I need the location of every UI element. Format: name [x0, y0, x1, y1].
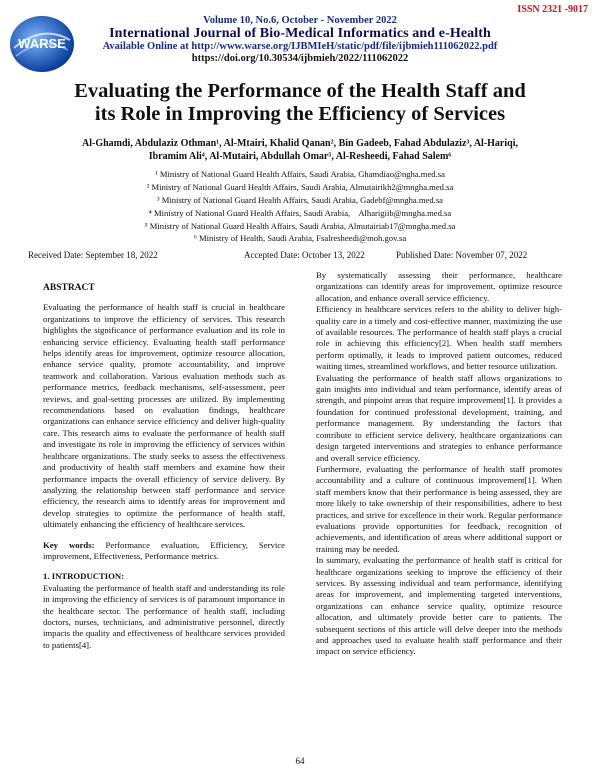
introduction-heading: 1. INTRODUCTION:: [43, 571, 125, 582]
received-date: Received Date: September 18, 2022: [28, 250, 158, 260]
journal-name: International Journal of Bio-Medical Informatics and e-Health: [109, 26, 491, 41]
paragraph: Evaluating the performance of health staff allows organizations to gain insights into individual and team performance, identify areas of strength, and pinpoint areas that require improvement[1]. It provides a foundation for continued professional development, training, and performance management. By understanding the factors that contribute to efficient service delivery, healthcare organizations can design targeted interventions and strategies to enhance performance and overall service efficiency.: [316, 372, 562, 463]
title-line: its Role in Improving the Efficiency of Services: [94, 103, 506, 125]
doi-link[interactable]: https://doi.org/10.30534/ijbmieh/2022/111062022: [191, 53, 409, 64]
paragraph: Efficiency in healthcare services refers to the ability to deliver high-quality care in a timely and cost-effective manner, maximizing the use of available resources. The performance of health staff plays a crucial role in achieving this efficiency[2]. When health staff members perform optimally, it leads to improved patient outcomes, reduced waiting times, streamlined workflows, and better resource utilization.: [316, 304, 562, 372]
page-number: 64: [295, 756, 305, 766]
right-column: [316, 270, 562, 658]
affiliation-2: ² Ministry of National Guard Health Affairs, Saudi Arabia, Almutairikh2@mngha.med.sa: [146, 182, 454, 192]
abstract-text: Evaluating the performance of health staff is crucial in healthcare organizations to improve the efficiency of services. This research highlights the significance of performance evaluation and its role in enhancing service efficiency. Evaluating health staff performance helps identify areas for improvement, optimize resource allocation, enhance service quality, promote accountability, and improve teamwork and collaboration. Various evaluation methods such as performance metrics, feedback mechanisms, self-assessment, peer reviews, and goal-setting processes are utilized. By implementing recommendations based on evaluation findings, healthcare organizations can enhance service efficiency and deliver high-quality care. This research aims to evaluate the performance of health staff and investigate its role in improving the efficiency of services within healthcare organizations. The study seeks to assess the effectiveness and productivity of health staff members and examine how their performance impacts the overall efficiency of service delivery. By analyzing the relationship between staff performance and service efficiency, the research aims to identify areas for improvement and develop strategies to optimize the performance of health staff, ultimately enhancing the efficiency of healthcare services.: [43, 302, 285, 530]
affiliation-4: ⁴ Ministry of National Guard Health Affairs, Saudi Arabia, Alharigiib@mngha.med.sa: [148, 208, 452, 218]
left-column: [43, 283, 285, 651]
affiliation-1: ¹ Ministry of National Guard Health Affairs, Saudi Arabia, Ghamdiao@ngha.med.sa: [155, 169, 445, 179]
authors-line: Al-Ghamdi, Abdulaziz Othman¹, Al-Mtairi, Khalid Qanan², Bin Gadeeb, Fahad Abdulaziz³, Al-Hariqi,: [81, 138, 518, 149]
author-list: [30, 137, 570, 163]
paper-title: [20, 80, 580, 126]
introduction-text: Evaluating the performance of health staff and understanding its role in improving the efficiency of services is of paramount importance in the healthcare sector. The performance of health staff, including doctors, nurses, technicians, and administrative personnel, directly impacts the quality and effectiveness of healthcare services provided to patients[4].: [43, 582, 285, 650]
paragraph: In summary, evaluating the performance of health staff is critical for healthcare organizations seeking to improve the efficiency of their services. By assessing individual and team performance, identifying areas for improvement, and implementing targeted interventions, organizations can enhance service quality, optimize resource allocation, and ultimately provide better care to patients. The subsequent sections of this article will delve deeper into the methods and approaches used to evaluate health staff performance and their impact on service efficiency.: [316, 555, 562, 657]
published-date: Published Date: November 07, 2022: [396, 250, 528, 260]
paragraph: By systematically assessing their performance, healthcare organizations can identify areas for improvement, optimize resource allocation, and enhance overall service efficiency.: [316, 270, 562, 303]
authors-line: Ibramim Ali⁴, Al-Mutairi, Abdullah Omar⁵, Al-Resheedi, Fahad Salem⁶: [148, 151, 452, 162]
affiliation-6: ⁶ Ministry of Health, Saudi Arabia, Fsalresheedi@moh.gov.sa: [193, 233, 407, 243]
affiliation-3: ³ Ministry of National Guard Health Affairs, Saudi Arabia, Gadebf@mngha.med.sa: [157, 195, 443, 205]
title-line: Evaluating the Performance of the Health Staff and: [74, 80, 526, 102]
logo-text: WARSE: [18, 36, 66, 51]
keywords: [43, 540, 285, 563]
keywords-text: Performance evaluation, Efficiency, Service improvement, Effectiveness, Performance metrics.: [43, 539, 285, 561]
accepted-date: Accepted Date: October 13, 2022: [244, 250, 365, 260]
volume-info: Volume 10, No.6, October - November 2022: [203, 15, 397, 26]
issn: ISSN 2321 -9017: [517, 4, 588, 15]
affiliation-5: ⁵ Ministry of National Guard Health Affairs, Saudi Arabia, Almutairiab17@mngha.med.sa: [144, 221, 456, 231]
paragraph: Furthermore, evaluating the performance of health staff promotes accountability and a culture of continuous improvement[1]. When staff members know that their performance is being assessed, they are more likely to take ownership of their responsibilities, adhere to best practices, and strive for excellence in their work. Regular performance evaluations provide opportunities for feedback, recognition of achievements, and identification of areas where additional support or training may be needed.: [316, 463, 562, 554]
available-online-link[interactable]: Available Online at http://www.warse.org/IJBMIeH/static/pdf/file/ijbmieh111062022.pdf: [102, 41, 498, 52]
abstract-heading: ABSTRACT: [43, 283, 95, 293]
keywords-label: Key words:: [43, 539, 95, 550]
